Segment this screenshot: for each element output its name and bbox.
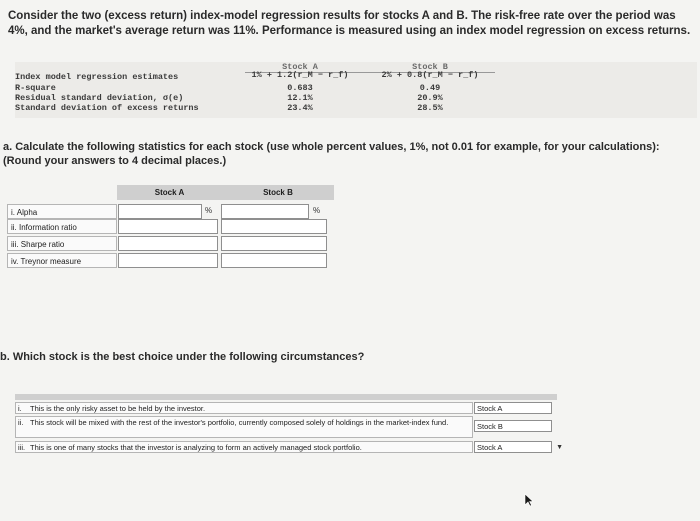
reg-cell-a: 23.4% <box>287 103 313 113</box>
reg-cell-a: 1% + 1.2(r_M − r_f) <box>251 70 349 80</box>
reg-row-label: Index model regression estimates <box>15 72 179 82</box>
reg-header-stock-a: Stock A <box>282 62 318 72</box>
b-row-text: This stock will be mixed with the rest of the investor's portfolio, currently composed solely of holdings in the market-index fund. <box>30 418 449 427</box>
b-answer-value: Stock A <box>477 404 503 413</box>
b-answer-value: Stock B <box>477 422 503 431</box>
sharpe-stock-b-input[interactable] <box>221 236 327 251</box>
grid-header-stock-b: Stock B <box>222 185 334 200</box>
regression-table <box>15 62 697 118</box>
b-row-num: iii. <box>18 443 26 452</box>
chevron-down-icon[interactable]: ▼ <box>556 444 563 451</box>
b-answer-value: Stock A <box>477 443 503 452</box>
grid-row-label: iv. Treynor measure <box>7 253 117 268</box>
question-b-text: b. Which stock is the best choice under the following circumstances? <box>0 351 365 363</box>
sharpe-stock-a-input[interactable] <box>118 236 218 251</box>
b-row <box>15 402 473 414</box>
grid-b-header <box>15 394 557 400</box>
reg-cell-b: 0.49 <box>419 83 441 93</box>
reg-row-label: Standard deviation of excess returns <box>15 103 199 113</box>
alpha-stock-a-input[interactable] <box>118 204 202 219</box>
reg-header-stock-b: Stock B <box>412 62 448 72</box>
question-a-text: a. Calculate the following statistics for each stock (use whole percent values, 1%, not 0.01 for example, for your calculations): (Round your answers to 4 decimal places.) <box>3 141 660 167</box>
problem-intro: Consider the two (excess return) index-model regression results for stocks A and B. The risk-free rate over the period was 4%, and the market's average return was 11%. Performance is measured using an index model regression on excess returns. <box>8 10 691 37</box>
mouse-pointer-icon <box>524 493 534 507</box>
treynor-stock-a-input[interactable] <box>118 253 218 268</box>
reg-cell-b: 2% + 0.8(r_M − r_f) <box>381 70 479 80</box>
info-ratio-stock-a-input[interactable] <box>118 219 218 234</box>
reg-cell-b: 28.5% <box>417 103 443 113</box>
b-row <box>15 441 473 453</box>
grid-row-label: i. Alpha <box>7 204 117 219</box>
b-answer-select[interactable] <box>474 441 563 453</box>
b-answer-select[interactable] <box>474 402 552 414</box>
reg-row-label: R-square <box>15 83 56 93</box>
b-row-num: ii. <box>18 418 24 427</box>
percent-unit: % <box>205 206 213 215</box>
treynor-stock-b-input[interactable] <box>221 253 327 268</box>
b-answer-select[interactable] <box>474 420 552 432</box>
reg-row-label: Residual standard deviation, σ(e) <box>15 93 184 103</box>
b-row-text: This is the only risky asset to be held by the investor. <box>30 404 206 413</box>
grid-header-stock-a: Stock A <box>117 185 222 200</box>
grid-row-label: iii. Sharpe ratio <box>7 236 117 251</box>
reg-cell-a: 12.1% <box>287 93 313 103</box>
b-row-num: i. <box>18 404 22 413</box>
b-row <box>15 416 473 438</box>
answer-grid-a <box>7 185 340 269</box>
reg-cell-b: 20.9% <box>417 93 443 103</box>
answer-grid-b <box>15 394 563 460</box>
info-ratio-stock-b-input[interactable] <box>221 219 327 234</box>
b-row-text: This is one of many stocks that the investor is analyzing to form an actively managed stock portfolio. <box>30 443 362 452</box>
percent-unit: % <box>313 206 321 215</box>
alpha-stock-b-input[interactable] <box>221 204 309 219</box>
grid-row-label: ii. Information ratio <box>7 219 117 234</box>
reg-cell-a: 0.683 <box>287 83 313 93</box>
